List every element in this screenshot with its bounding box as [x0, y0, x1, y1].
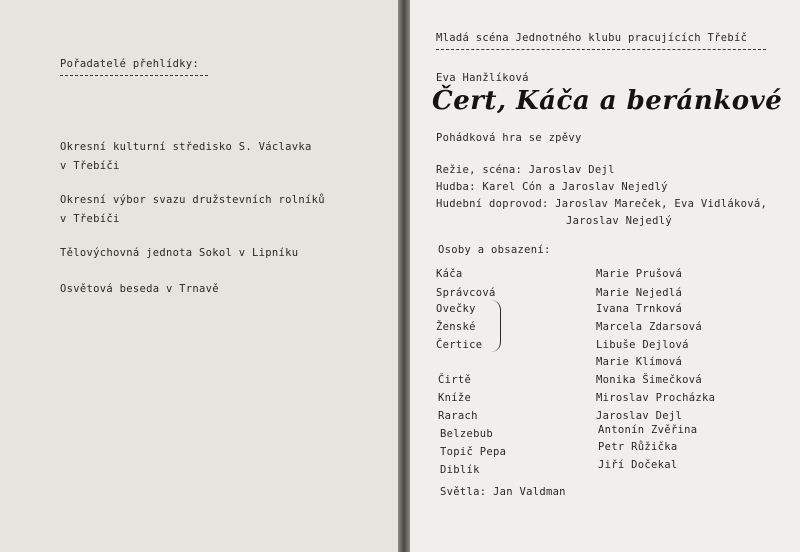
cast-actor: Monika Šimečková: [596, 374, 702, 386]
cast-actor: Marie Prušová: [596, 268, 683, 280]
organizers-heading: Pořadatelé přehlídky:: [60, 58, 200, 70]
credit-direction: Režie, scéna: Jaroslav Dejl: [436, 164, 615, 176]
cast-actor: Marie Klímová: [596, 356, 683, 368]
play-subtitle: Pohádková hra se zpěvy: [436, 132, 582, 144]
cast-actor: Antonín Zvěřina: [598, 424, 698, 436]
organizer-line: Okresní kulturní středisko S. Václavka: [60, 141, 312, 153]
credit-music: Hudba: Karel Cón a Jaroslav Nejedlý: [436, 181, 668, 193]
cast-actor: Miroslav Procházka: [596, 392, 716, 404]
cast-role: Čirtě: [438, 374, 472, 386]
cast-actor: Jaroslav Dejl: [596, 410, 683, 422]
cast-role: Káča: [436, 268, 463, 280]
cast-role: Ovečky: [436, 303, 476, 315]
cast-role: Belzebub: [440, 428, 493, 440]
organizer-line: Okresní výbor svazu družstevních rolníků: [60, 194, 325, 206]
curly-brace: [490, 300, 501, 352]
header-underline: [436, 49, 766, 50]
cast-actor: Jiří Dočekal: [598, 459, 678, 471]
cast-role: Správcová: [436, 287, 496, 299]
play-title: Čert, Káča a beránkové: [432, 86, 783, 116]
organizer-line: Tělovýchovná jednota Sokol v Lipníku: [60, 247, 299, 259]
left-page: [0, 0, 398, 552]
cast-actor: Marcela Zdarsová: [596, 321, 702, 333]
cast-actor: Petr Růžička: [598, 441, 678, 453]
organizer-line: Osvětová beseda v Trnavě: [60, 283, 219, 295]
cast-role: Kníže: [438, 392, 472, 404]
credit-accompaniment-cont: Jaroslav Nejedlý: [566, 215, 672, 227]
lights-credit: Světla: Jan Valdman: [440, 486, 566, 498]
organizer-line: v Třebíči: [60, 160, 120, 172]
book-gutter: [398, 0, 410, 552]
cast-role: Čertice: [436, 339, 483, 351]
heading-underline: [60, 75, 208, 76]
cast-heading: Osoby a obsazení:: [438, 244, 551, 256]
cast-role: Ženské: [436, 321, 476, 333]
credit-accompaniment: Hudební doprovod: Jaroslav Mareček, Eva Vidláková,: [436, 198, 768, 210]
organizer-line: v Třebíči: [60, 213, 120, 225]
cast-actor: Libuše Dejlová: [596, 339, 689, 351]
cast-role: Topič Pepa: [440, 446, 507, 458]
cast-role: Rarach: [438, 410, 478, 422]
theatre-header: Mladá scéna Jednotného klubu pracujících Třebíč: [436, 32, 748, 44]
cast-actor: Ivana Trnková: [596, 303, 683, 315]
cast-role: Diblík: [440, 464, 480, 476]
author-name: Eva Hanžlíková: [436, 72, 529, 84]
cast-actor: Marie Nejedlá: [596, 287, 683, 299]
